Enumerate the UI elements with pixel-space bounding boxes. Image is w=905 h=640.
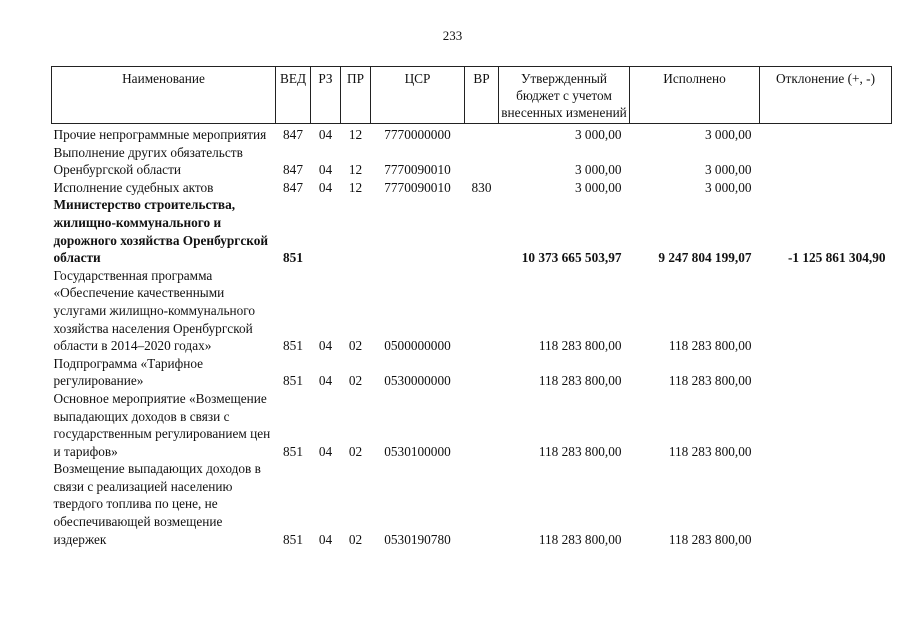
- row-csr: [371, 196, 465, 266]
- row-deviation: [760, 460, 892, 548]
- row-vr: [465, 196, 499, 266]
- header-name: Наименование: [52, 67, 276, 124]
- row-ved: 847: [283, 179, 303, 195]
- row-pr: 02: [348, 338, 363, 354]
- table-row: [52, 355, 892, 390]
- table-row: [52, 196, 892, 266]
- row-vr: [465, 460, 499, 548]
- row-rz: 04: [318, 373, 333, 389]
- row-csr: 7770090010: [384, 162, 451, 178]
- header-ved: ВЕД: [276, 67, 311, 124]
- table-row: [52, 460, 892, 548]
- row-name: Министерство строительства, жилищно-коммунального и дорожного хозяйства Оренбургской области: [53, 197, 269, 266]
- header-executed: Исполнено: [630, 67, 760, 124]
- table-row: [52, 124, 892, 144]
- row-pr: 02: [348, 531, 363, 547]
- row-name: Основное мероприятие «Возмещение выпадающих доходов в связи с государственным регулированием цен и тарифов»: [53, 390, 271, 459]
- header-vr: ВР: [465, 67, 499, 124]
- row-name: Исполнение судебных актов: [53, 179, 214, 195]
- row-executed: 9 247 804 199,07: [658, 250, 752, 266]
- header-csr: ЦСР: [371, 67, 465, 124]
- row-name: Прочие непрограммные мероприятия: [53, 127, 267, 142]
- row-vr: [465, 124, 499, 144]
- row-csr: 0530100000: [384, 443, 451, 459]
- header-deviation: Отклонение (+, -): [760, 67, 892, 124]
- row-ved: 851: [283, 338, 303, 354]
- row-csr: 7770090010: [384, 179, 451, 195]
- header-pr: ПР: [341, 67, 371, 124]
- row-csr: 0530190780: [384, 531, 451, 547]
- row-executed: 3 000,00: [704, 127, 752, 142]
- row-rz: 04: [318, 443, 333, 459]
- row-rz: 04: [318, 531, 333, 547]
- row-deviation: [760, 390, 892, 460]
- row-vr: [465, 355, 499, 390]
- row-ved: 847: [283, 162, 303, 178]
- row-approved: 118 283 800,00: [538, 338, 622, 354]
- table-row: [52, 179, 892, 197]
- table-body: [52, 124, 892, 549]
- row-approved: 118 283 800,00: [538, 373, 622, 389]
- row-csr: 7770000000: [384, 127, 451, 142]
- row-name: Возмещение выпадающих доходов в связи с реализацией населению твердого топлива по цене, не обеспечивающей возмещение издержек: [53, 461, 261, 547]
- row-ved: 851: [283, 250, 303, 266]
- row-deviation: [760, 124, 892, 144]
- row-ved: 851: [283, 373, 303, 389]
- row-pr: 02: [348, 443, 363, 459]
- row-ved: 851: [283, 443, 303, 459]
- header-rz: РЗ: [311, 67, 341, 124]
- row-rz: 04: [318, 179, 333, 195]
- row-executed: 3 000,00: [704, 162, 752, 178]
- row-vr: [465, 267, 499, 355]
- table-row: [52, 390, 892, 460]
- row-deviation: [760, 144, 892, 179]
- row-vr: 830: [471, 179, 492, 195]
- row-approved: 3 000,00: [574, 179, 622, 195]
- row-pr: 12: [348, 162, 363, 178]
- row-pr: 02: [348, 373, 363, 389]
- row-rz: 04: [318, 162, 333, 178]
- row-approved: 3 000,00: [574, 127, 622, 142]
- row-deviation: [760, 267, 892, 355]
- row-name: Подпрограмма «Тарифное регулирование»: [53, 355, 204, 389]
- row-name: Выполнение других обязательств Оренбургской области: [53, 144, 243, 178]
- row-rz: 04: [318, 338, 333, 354]
- row-pr: 12: [348, 127, 363, 142]
- row-executed: 118 283 800,00: [668, 531, 752, 547]
- row-pr: 12: [348, 179, 363, 195]
- row-ved: 847: [283, 127, 303, 142]
- row-executed: 118 283 800,00: [668, 373, 752, 389]
- row-vr: [465, 144, 499, 179]
- table-row: [52, 267, 892, 355]
- row-deviation: [760, 179, 892, 197]
- row-vr: [465, 390, 499, 460]
- row-csr: 0500000000: [384, 338, 451, 354]
- row-deviation: [760, 355, 892, 390]
- row-deviation: -1 125 861 304,90: [787, 250, 886, 266]
- header-approved: Утвержденный бюджет с учетом внесенных изменений: [499, 67, 630, 124]
- row-pr: [341, 196, 371, 266]
- row-name: Государственная программа «Обеспечение качественными услугами жилищно-коммунального хозяйства населения Оренбургской области в 2014–2020 годах»: [53, 267, 256, 354]
- row-approved: 118 283 800,00: [538, 443, 622, 459]
- row-rz: 04: [318, 127, 333, 142]
- row-ved: 851: [283, 531, 303, 547]
- row-rz: [311, 196, 341, 266]
- row-approved: 118 283 800,00: [538, 531, 622, 547]
- row-executed: 3 000,00: [704, 179, 752, 195]
- table-row: [52, 144, 892, 179]
- row-csr: 0530000000: [384, 373, 451, 389]
- row-approved: 10 373 665 503,97: [521, 250, 622, 266]
- page-number: 233: [442, 28, 463, 43]
- budget-table: [51, 66, 892, 548]
- row-executed: 118 283 800,00: [668, 338, 752, 354]
- row-approved: 3 000,00: [574, 162, 622, 178]
- table-header-row: [52, 67, 892, 124]
- row-executed: 118 283 800,00: [668, 443, 752, 459]
